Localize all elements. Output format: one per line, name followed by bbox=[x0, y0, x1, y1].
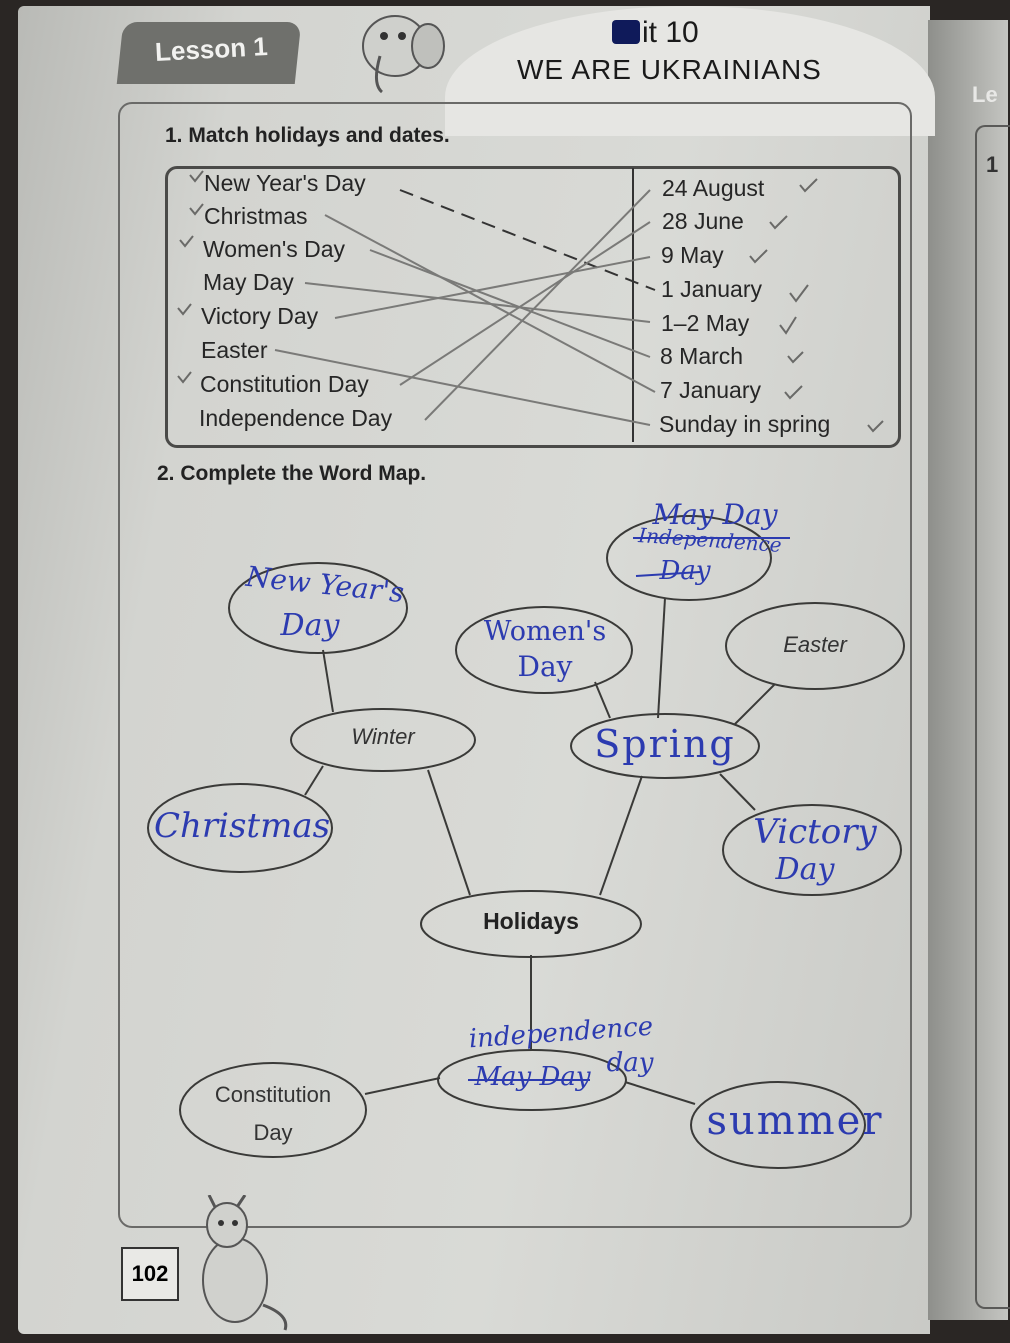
connector-line bbox=[600, 776, 642, 895]
constitution-label-day: Day bbox=[253, 1120, 293, 1145]
handwritten-answer: Independence bbox=[637, 523, 783, 557]
date-item: Sunday in spring bbox=[659, 411, 831, 437]
handwritten-answer: Christmas bbox=[153, 806, 331, 846]
handwritten-answer: Women's bbox=[483, 616, 607, 647]
lesson-label: Lesson 1 bbox=[154, 31, 269, 67]
connector-line bbox=[365, 1078, 440, 1094]
winter-label: Winter bbox=[351, 724, 415, 749]
connector-line bbox=[595, 682, 610, 718]
connector-line bbox=[720, 774, 755, 810]
easter-label: Easter bbox=[783, 632, 847, 657]
handwritten-answer: day bbox=[606, 1048, 654, 1078]
handwritten-answer: Day bbox=[775, 852, 835, 887]
handwritten-answer: independence bbox=[467, 1011, 655, 1055]
next-page-lesson-fragment: Le bbox=[972, 82, 998, 107]
holiday-item: May Day bbox=[203, 269, 294, 295]
holiday-item: Easter bbox=[201, 337, 268, 363]
date-item: 1–2 May bbox=[661, 310, 750, 336]
holiday-item: Women's Day bbox=[203, 236, 346, 262]
kangaroo-icon bbox=[185, 1195, 295, 1335]
connector-line bbox=[323, 650, 333, 712]
handwritten-answer: Day bbox=[280, 608, 340, 643]
handwritten-answer: May Day bbox=[652, 498, 778, 531]
constitution-label: Constitution bbox=[214, 1082, 332, 1107]
holiday-item: Independence Day bbox=[199, 405, 393, 431]
holidays-center-label: Holidays bbox=[483, 908, 579, 934]
handwritten-answer: Victory bbox=[753, 812, 877, 852]
connector-line bbox=[305, 766, 323, 795]
handwritten-answer: Day bbox=[517, 650, 573, 683]
connector-line bbox=[428, 770, 470, 895]
handwritten-answer: Day bbox=[659, 556, 711, 586]
handwritten-answer: summer bbox=[706, 1098, 884, 1144]
holiday-item: Victory Day bbox=[201, 303, 319, 329]
date-item: 7 January bbox=[660, 377, 762, 403]
page-number: 102 bbox=[121, 1247, 179, 1301]
task1-title: 1. Match holidays and dates. bbox=[165, 124, 450, 147]
date-item: 24 August bbox=[662, 175, 765, 201]
connector-line bbox=[658, 598, 665, 718]
task2-title: 2. Complete the Word Map. bbox=[157, 462, 427, 485]
date-item: 28 June bbox=[662, 208, 744, 234]
connector-line bbox=[625, 1082, 695, 1104]
next-page-task-number: 1 bbox=[986, 152, 999, 177]
unit-title: WE ARE UKRAINIANS bbox=[517, 54, 822, 85]
handwritten-answer: Spring bbox=[594, 722, 736, 766]
date-item: 9 May bbox=[661, 242, 724, 268]
handwritten-answer: May Day bbox=[474, 1062, 591, 1092]
connector-line bbox=[735, 684, 775, 724]
date-item: 8 March bbox=[660, 343, 744, 369]
date-item: 1 January bbox=[661, 276, 763, 302]
unit-number-text: it 10 bbox=[642, 16, 699, 49]
holiday-item: Constitution Day bbox=[200, 371, 369, 397]
holiday-item: Christmas bbox=[204, 203, 308, 229]
handwritten-answer: New Year's bbox=[244, 559, 406, 610]
holiday-item: New Year's Day bbox=[204, 170, 366, 196]
